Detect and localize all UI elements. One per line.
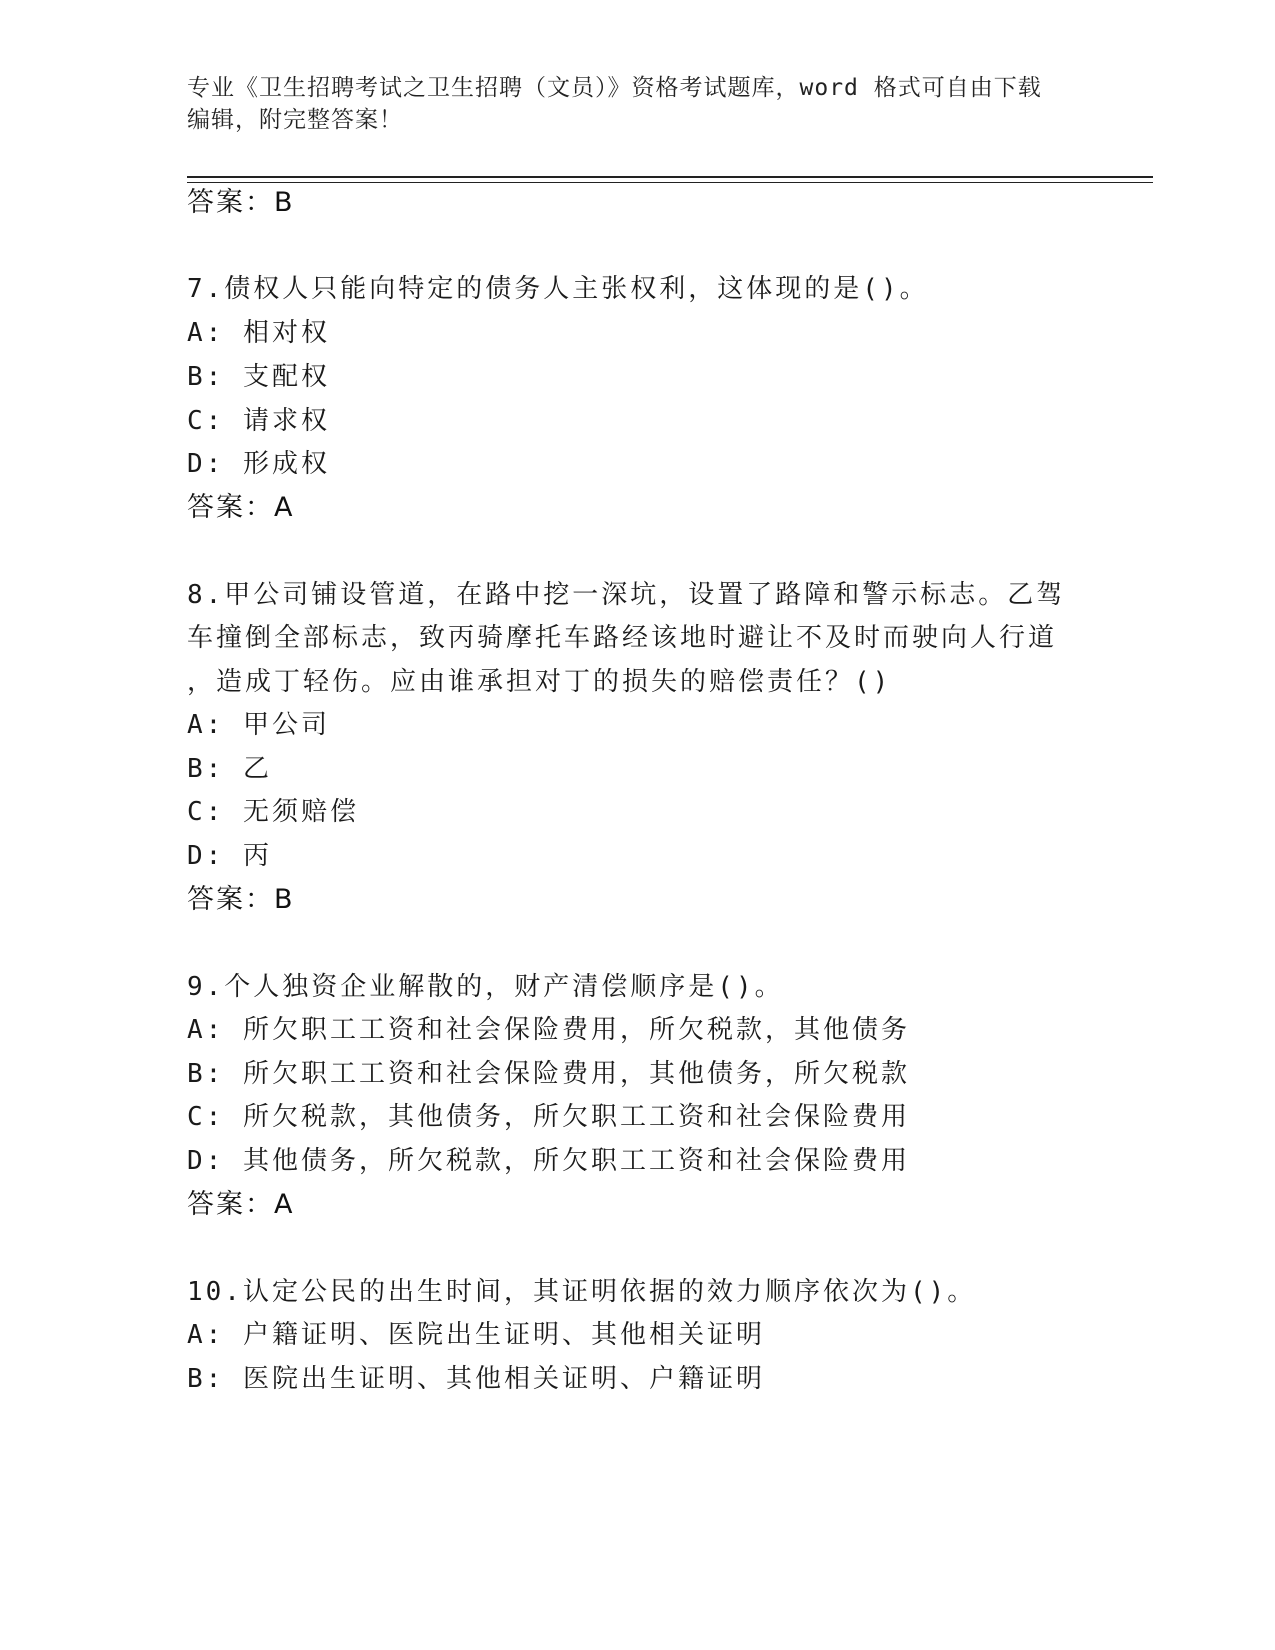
question-7-answer: 答案：A — [187, 492, 295, 523]
question-9-option-a: A: 所欠职工工资和社会保险费用，所欠税款，其他债务 — [187, 1015, 910, 1045]
question-9-option-d: D: 其他债务，所欠税款，所欠职工工资和社会保险费用 — [187, 1146, 910, 1176]
question-8-option-b: B: 乙 — [187, 754, 272, 784]
question-9-option-c: C: 所欠税款，其他债务，所欠职工工资和社会保险费用 — [187, 1102, 910, 1132]
header-divider-thick — [187, 176, 1153, 178]
question-10-option-a: A: 户籍证明、医院出生证明、其他相关证明 — [187, 1320, 765, 1350]
question-7-option-b: B: 支配权 — [187, 362, 330, 392]
question-8-text-line-1: 8.甲公司铺设管道，在路中挖一深坑，设置了路障和警示标志。乙驾 — [187, 580, 1066, 610]
header-line-2: 编辑，附完整答案！ — [187, 107, 403, 133]
header-divider-thin — [187, 182, 1153, 183]
header-line-1: 专业《卫生招聘考试之卫生招聘（文员）》资格考试题库，word 格式可自由下载 — [187, 75, 1042, 101]
question-9-option-b: B: 所欠职工工资和社会保险费用，其他债务，所欠税款 — [187, 1059, 910, 1089]
question-7-option-d: D: 形成权 — [187, 449, 330, 479]
question-9-text: 9.个人独资企业解散的，财产清偿顺序是()。 — [187, 972, 784, 1002]
question-9-answer: 答案：A — [187, 1189, 295, 1220]
question-8-text-line-3: ，造成丁轻伤。应由谁承担对丁的损失的赔偿责任？() — [187, 667, 892, 697]
question-8-option-c: C: 无须赔偿 — [187, 797, 359, 827]
question-7-option-c: C: 请求权 — [187, 406, 330, 436]
question-7-option-a: A: 相对权 — [187, 318, 330, 348]
question-8-option-a: A: 甲公司 — [187, 710, 330, 740]
question-8-option-d: D: 丙 — [187, 841, 272, 871]
question-7-text: 7.债权人只能向特定的债务人主张权利，这体现的是()。 — [187, 274, 929, 304]
question-8-answer: 答案：B — [187, 884, 295, 915]
question-8-text-line-2: 车撞倒全部标志，致丙骑摩托车路经该地时避让不及时而驶向人行道 — [187, 623, 1058, 653]
question-10-option-b: B: 医院出生证明、其他相关证明、户籍证明 — [187, 1364, 765, 1394]
document-header — [187, 72, 1087, 136]
previous-answer: 答案：B — [187, 187, 295, 218]
question-10-text: 10.认定公民的出生时间，其证明依据的效力顺序依次为()。 — [187, 1277, 977, 1307]
